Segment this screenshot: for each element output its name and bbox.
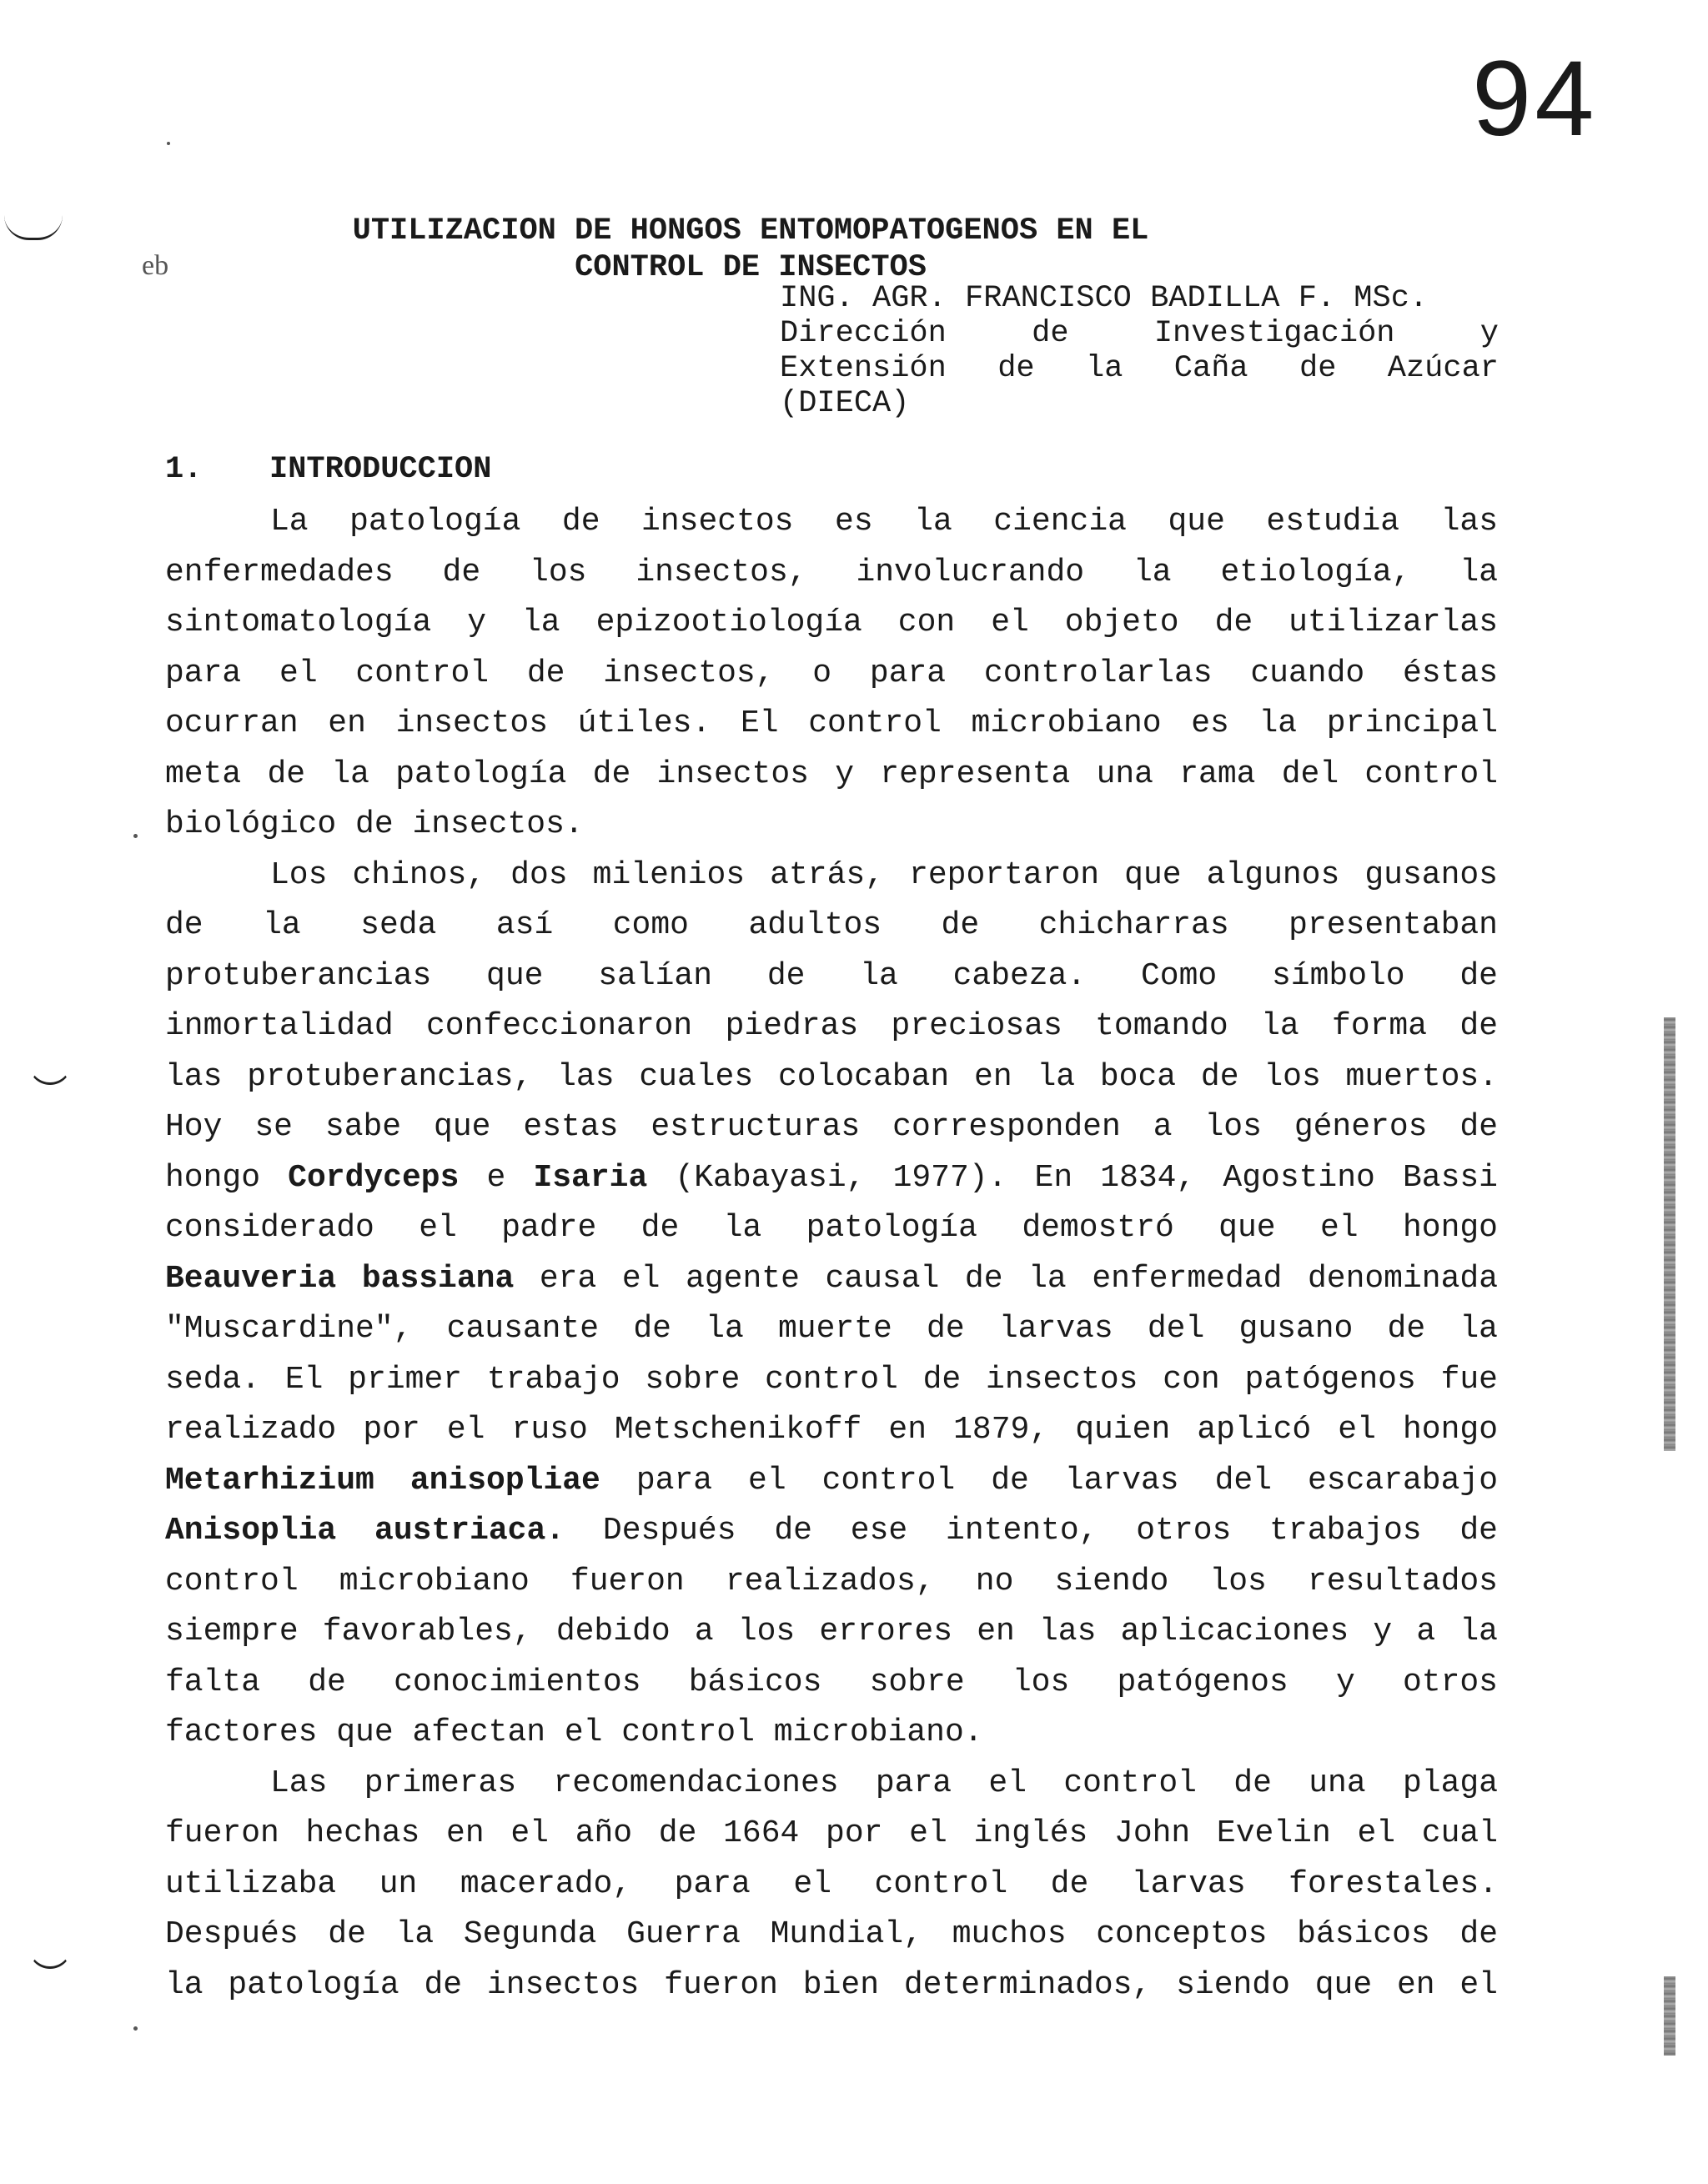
text-run: e: [459, 1159, 534, 1196]
author-affiliation-1: Dirección de Investigación y: [780, 316, 1499, 351]
title-line-1: UTILIZACION DE HONGOS ENTOMOPATOGENOS EN EL: [352, 213, 1149, 249]
paragraph-2-line: falta de conocimientos básicos sobre los patógenos y otros: [165, 1664, 1498, 1700]
margin-scribble: [4, 204, 63, 240]
paragraph-2-line: seda. El primer trabajo sobre control de insectos con patógenos fue: [165, 1361, 1498, 1398]
punch-mark-1: [28, 1059, 72, 1085]
paragraph-1-line: biológico de insectos.: [165, 806, 584, 842]
speck: [167, 142, 170, 145]
paragraph-2-line: factores que afectan el control microbiano.: [165, 1715, 983, 1750]
punch-mark-2: [28, 1943, 72, 1969]
document-title: [167, 213, 1334, 286]
paragraph-2-line: [165, 1456, 1498, 1507]
scan-edge-strip: [1664, 1017, 1675, 1451]
species-name: Metarhizium anisopliae: [165, 1462, 600, 1499]
species-name: Beauveria bassiana: [165, 1260, 515, 1297]
paragraph-2-line: control microbiano fueron realizados, no siendo los resultados: [165, 1563, 1498, 1599]
section-heading: [165, 450, 491, 489]
paragraph-2-line: "Muscardine", causante de la muerte de larvas del gusano de la: [165, 1311, 1498, 1347]
paragraph-2-line: inmortalidad confeccionaron piedras preciosas tomando la forma de: [165, 1008, 1498, 1044]
paragraph-3-line: Las primeras recomendaciones para el control de una plaga: [270, 1765, 1498, 1801]
paragraph-1-line: meta de la patología de insectos y representa una rama del control: [165, 756, 1498, 792]
paragraph-1-line: ocurran en insectos útiles. El control microbiano es la principal: [165, 705, 1498, 741]
paragraph-2-line: [165, 1254, 1498, 1305]
paragraph-2-line: [165, 1506, 1498, 1557]
paragraph-2-line: Hoy se sabe que estas estructuras corresponden a los géneros de: [165, 1109, 1498, 1145]
body-text: [165, 497, 1498, 2011]
paragraph-3-line: la patología de insectos fueron bien determinados, siendo que en el: [165, 1966, 1498, 2003]
paragraph-2-line: [165, 1153, 1498, 1204]
text-run: (Kabayasi, 1977). En 1834, Agostino Bassi: [647, 1159, 1498, 1196]
paragraph-1-line: sintomatología y la epizootiología con el objeto de utilizarlas: [165, 605, 1498, 640]
paragraph-2-line: protuberancias que salían de la cabeza. Como símbolo de: [165, 957, 1498, 994]
paragraph-2-line: las protuberancias, las cuales colocaban en la boca de los muertos.: [165, 1058, 1498, 1095]
scan-edge-strip: [1664, 1976, 1675, 2056]
paragraph-3-line: utilizaba un macerado, para el control de larvas forestales.: [165, 1865, 1498, 1902]
paragraph-2-line: de la seda así como adultos de chicharras presentaban: [165, 907, 1498, 943]
stray-margin-text: eb: [142, 250, 169, 281]
text-run: hongo: [165, 1159, 289, 1196]
page-number: 94: [1472, 39, 1598, 158]
section-number: 1.: [165, 452, 203, 487]
paragraph-2-line: realizado por el ruso Metschenikoff en 1879, quien aplicó el hongo: [165, 1412, 1498, 1448]
author-affiliation-2: Extensión de la Caña de Azúcar: [780, 351, 1499, 386]
text-run: para el control de larvas del escarabajo: [600, 1462, 1498, 1499]
text-run: era el agente causal de la enfermedad denominada: [514, 1260, 1498, 1297]
paragraph-2-line: considerado el padre de la patología demostró que el hongo: [165, 1210, 1498, 1246]
paragraph-3-line: fueron hechas en el año de 1664 por el inglés John Evelin el cual: [165, 1815, 1498, 1851]
paragraph-2-line: Los chinos, dos milenios atrás, reportaron que algunos gusanos: [270, 856, 1498, 893]
speck: [133, 834, 138, 838]
species-name: Cordyceps: [288, 1159, 460, 1196]
species-name: Isaria: [533, 1159, 648, 1196]
paragraph-3-line: Después de la Segunda Guerra Mundial, muchos conceptos básicos de: [165, 1916, 1498, 1952]
section-title: INTRODUCCION: [269, 452, 492, 487]
paragraph-1-line: La patología de insectos es la ciencia que estudia las: [270, 504, 1498, 540]
text-run: Después de ese intento, otros trabajos de: [565, 1513, 1498, 1549]
species-name: Anisoplia austriaca.: [165, 1513, 565, 1549]
paragraph-1-line: para el control de insectos, o para controlarlas cuando éstas: [165, 655, 1498, 691]
author-affiliation-3: (DIECA): [780, 386, 910, 421]
author-name: ING. AGR. FRANCISCO BADILLA F. MSc.: [780, 281, 1429, 316]
speck: [133, 2026, 138, 2031]
paragraph-1-line: enfermedades de los insectos, involucrando la etiología, la: [165, 554, 1498, 590]
title-line-2: CONTROL DE INSECTOS: [575, 250, 927, 285]
paragraph-2-line: siempre favorables, debido a los errores en las aplicaciones y a la: [165, 1614, 1498, 1649]
author-block: [780, 281, 1499, 421]
